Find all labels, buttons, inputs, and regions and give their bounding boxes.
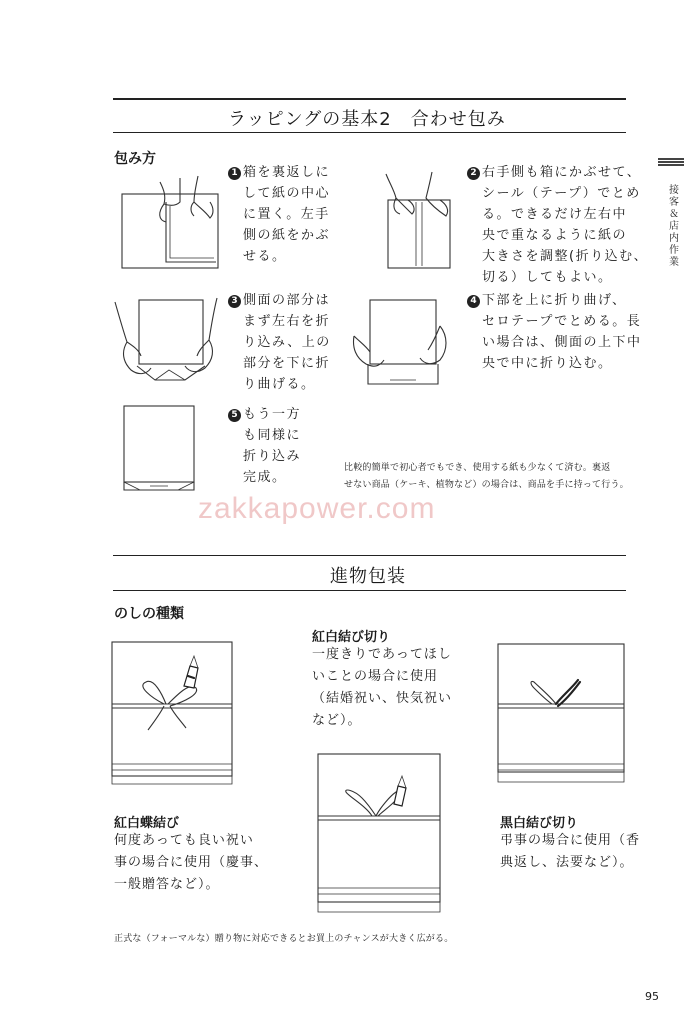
step2-number: 2 (467, 167, 480, 180)
step2-line: 央で重なるように紙の (482, 228, 628, 243)
step4-illustration (350, 296, 460, 392)
step3-number: 3 (228, 295, 241, 308)
page-number: 95 (645, 990, 659, 1003)
step5-line: 完成。 (243, 470, 287, 485)
step4-line: 央で中に折り込む。 (482, 356, 613, 371)
step5-line: もう一方 (243, 407, 302, 422)
noshi-black-knot-illustration (494, 640, 628, 788)
step1-illustration (118, 172, 228, 272)
section1-note (344, 460, 629, 494)
side-tab-marker (658, 158, 684, 166)
step4-line: い場合は、側面の上下中 (482, 335, 642, 350)
step1-line: して紙の中心 (243, 186, 331, 201)
noshi-type-knot-desc (312, 644, 452, 732)
step1-line: に置く。左手 (243, 207, 330, 222)
section2-top-rule (113, 555, 626, 556)
step4-number: 4 (467, 295, 480, 308)
step3-text (228, 290, 331, 395)
watermark: zakkapower.com (198, 492, 436, 525)
step2-line: シール（テープ）でとめ (482, 186, 641, 201)
noshi-desc-line: 弔事の場合に使用（香 (500, 833, 641, 848)
noshi-bow-illustration (108, 638, 238, 788)
step2-line: 大きさを調整(折り込む、 (482, 249, 649, 264)
step3-illustration (113, 296, 225, 392)
section2-title: 進物包装 (330, 566, 406, 587)
step5-number: 5 (228, 409, 241, 422)
noshi-desc-line: 何度あっても良い祝い (114, 833, 254, 848)
step1-line: 側の紙をかぶ (243, 228, 331, 243)
step5-illustration (120, 404, 200, 494)
noshi-type-black-desc (500, 830, 640, 874)
step3-line: 側面の部分は (243, 293, 331, 308)
side-tab-label: 接客＆店内作業 (669, 185, 679, 268)
noshi-desc-line: （結婚祝い、快気祝い (312, 691, 453, 706)
section1-subhead: 包み方 (114, 151, 156, 167)
step3-line: り曲げる。 (243, 377, 316, 392)
step1-line: 箱を裏返しに (243, 165, 331, 180)
step5-line: も同様に (243, 428, 302, 443)
noshi-desc-line: いことの場合に使用 (312, 669, 439, 684)
noshi-knot-illustration (314, 750, 446, 918)
step2-line: 切る）してもよい。 (482, 270, 613, 285)
noshi-type-black-label: 黒白結び切り (500, 816, 579, 831)
section1-title: ラッピングの基本2 合わせ包み (228, 109, 506, 130)
step4-text (467, 290, 642, 374)
step3-line: まず左右を折 (243, 314, 331, 329)
step5-text (228, 404, 301, 488)
step1-line: せる。 (243, 249, 287, 264)
section1-note-line: せない商品（ケーキ、植物など）の場合は、商品を手に持って行う。 (344, 480, 629, 490)
step1-text (228, 162, 330, 267)
step4-line: 下部を上に折り曲げ、 (482, 293, 627, 308)
noshi-desc-line: 一度きりであってほし (312, 647, 452, 662)
section1-bottom-rule (113, 132, 626, 133)
step2-line: る。できるだけ左右中 (482, 207, 628, 222)
step1-number: 1 (228, 167, 241, 180)
step2-text (467, 162, 648, 288)
noshi-type-knot-label: 紅白結び切り (312, 630, 391, 645)
step2-illustration (380, 170, 464, 272)
noshi-desc-line: 事の場合に使用（慶事、 (114, 855, 269, 870)
noshi-type-bow-desc (114, 830, 268, 896)
section1-top-rule (113, 98, 626, 100)
noshi-desc-line: 典返し、法要など）。 (500, 855, 634, 870)
step5-line: 折り込み (243, 449, 302, 464)
step2-line: 右手側も箱にかぶせて、 (482, 165, 642, 180)
noshi-desc-line: など）。 (312, 713, 362, 728)
section2-bottom-rule (113, 590, 626, 591)
section2-footnote: 正式な（フォーマルな）贈り物に対応できるとお買上のチャンスが大きく広がる。 (114, 934, 454, 944)
step4-line: セロテープでとめる。長 (482, 314, 642, 329)
section1-note-line: 比較的簡単で初心者でもでき、使用する紙も少なくて済む。裏返 (344, 463, 611, 473)
noshi-type-bow-label: 紅白蝶結び (114, 816, 180, 831)
step3-line: り込み、上の (243, 335, 331, 350)
noshi-desc-line: 一般贈答など）。 (114, 877, 220, 892)
step3-line: 部分を下に折 (243, 356, 331, 371)
section2-subhead: のしの種類 (114, 606, 184, 622)
